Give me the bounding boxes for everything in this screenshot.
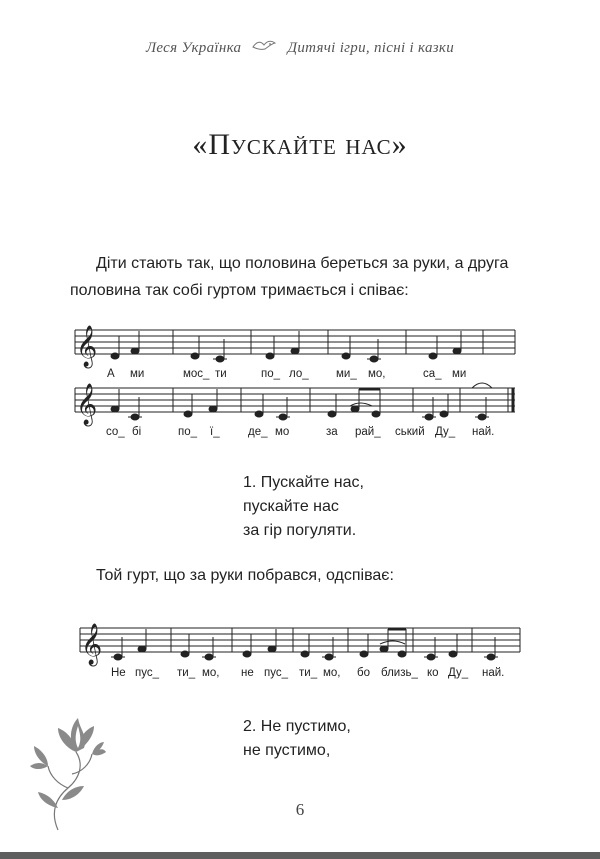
stanza-line: за гір погуляти. [243, 522, 357, 539]
music-staff-1-line-1 [70, 322, 525, 382]
music-staff-1-line-2 [70, 380, 525, 442]
lyric: са_ [423, 368, 442, 380]
header-book: Дитячі ігри, пісні і казки [287, 40, 455, 56]
lyric: со_ [106, 426, 125, 438]
treble-clef-icon: 𝄞 [81, 624, 103, 665]
lyric: мо, [323, 667, 341, 679]
lyric: най. [482, 667, 505, 679]
lyric: ї_ [210, 426, 220, 438]
lyric: Ду_ [448, 667, 469, 679]
lyric: ло_ [289, 368, 309, 380]
stanza-2 [243, 715, 351, 763]
stanza-1 [243, 471, 364, 543]
lyric: не [241, 667, 254, 679]
lyric: по_ [261, 368, 281, 380]
lyric: ми_ [336, 368, 357, 380]
lyric: Ду_ [435, 426, 456, 438]
lyric: ти_ [177, 667, 196, 679]
bottom-divider [0, 852, 600, 859]
lyric: мо [275, 426, 290, 438]
header-author: Леся Українка [145, 40, 242, 56]
page-title: «Пускайте нас» [192, 128, 408, 161]
treble-clef-icon: 𝄞 [76, 384, 98, 425]
lyric: ти_ [299, 667, 318, 679]
lyric: по_ [178, 426, 198, 438]
lyric: А [107, 368, 115, 380]
lyric: близь_ [381, 667, 418, 679]
lyric: ко [427, 667, 439, 679]
lyric: ми [452, 368, 467, 380]
page-number: 6 [295, 800, 305, 819]
lyric: мо, [202, 667, 220, 679]
lyric: рай_ [355, 426, 381, 438]
stanza-line: 1. Пускайте нас, [243, 474, 364, 491]
stanza-line: пускайте нас [243, 498, 339, 515]
lyric: най. [472, 426, 495, 438]
bird-ornament-icon [251, 38, 277, 57]
lyric: мо, [368, 368, 386, 380]
lyric: бо [357, 667, 370, 679]
intro-paragraph: Діти стають так, що половина береться за руки, а друга половина так собі гуртом тримається і співає: [70, 255, 509, 299]
running-head [0, 38, 600, 57]
lyric: ти [215, 368, 227, 380]
lyric: ми [130, 368, 145, 380]
lyric: пус_ [264, 667, 288, 679]
lyric: ський [395, 426, 425, 438]
stanza-line: 2. Не пустимо, [243, 718, 351, 735]
response-paragraph: Той гурт, що за руки побрався, одспіває: [96, 567, 394, 584]
lyric: мос_ [183, 368, 210, 380]
music-staff-2 [75, 620, 525, 684]
treble-clef-icon: 𝄞 [76, 326, 98, 367]
lyric: за [326, 426, 338, 438]
lyric: де_ [248, 426, 268, 438]
lyric: бі [132, 426, 142, 438]
lyric: пус_ [135, 667, 159, 679]
stanza-line: не пустимо, [243, 742, 331, 759]
lyric: Не [111, 667, 126, 679]
